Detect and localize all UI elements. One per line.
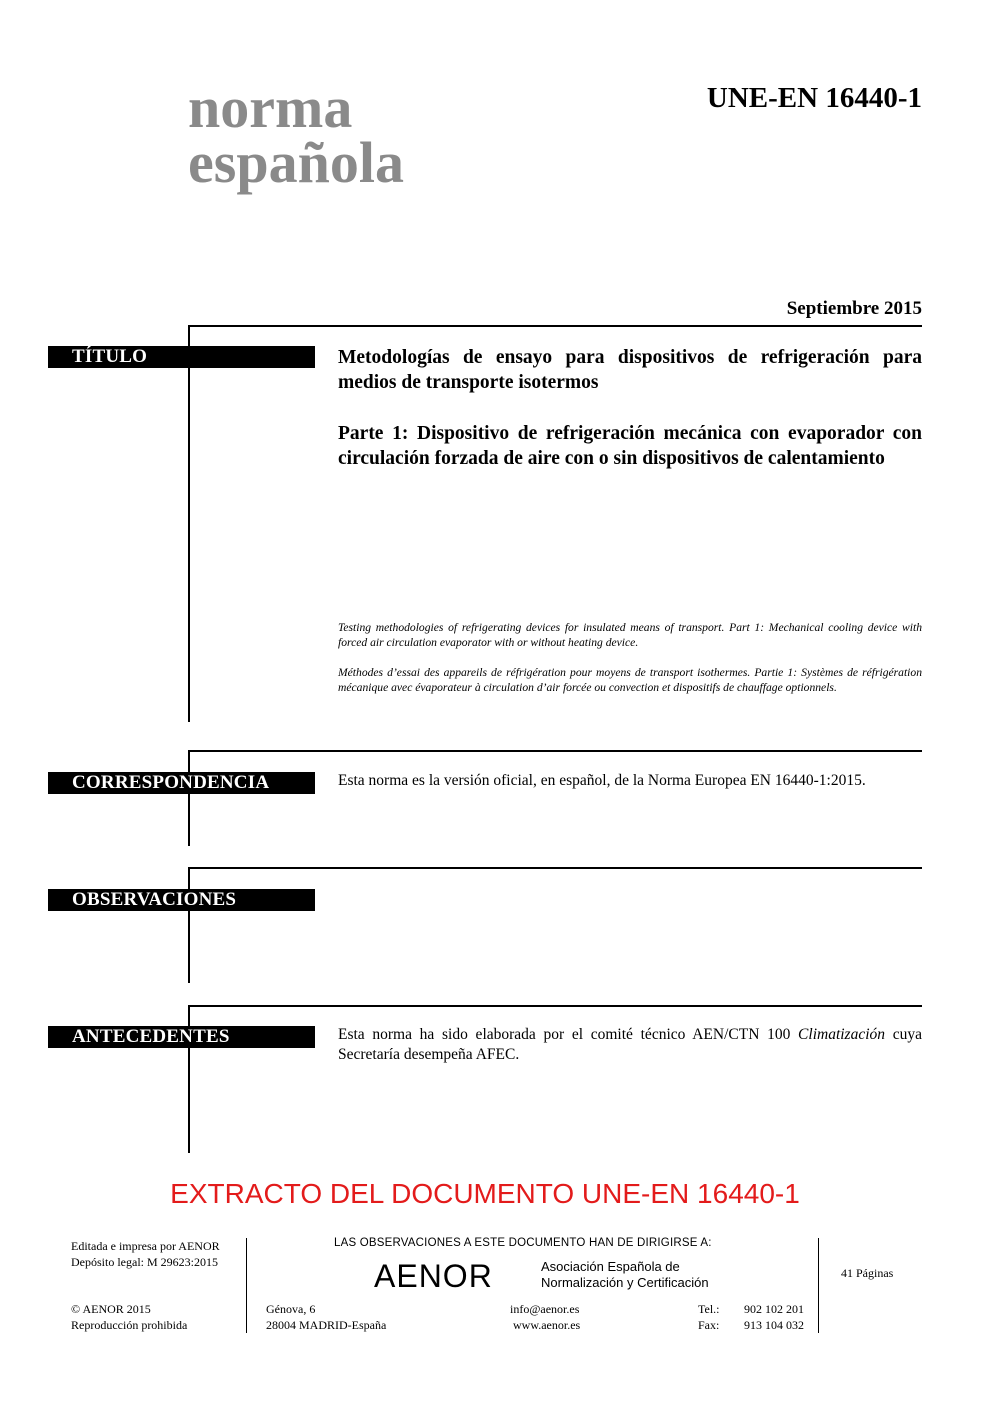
brand-line-1: norma: [188, 75, 353, 140]
standard-code: UNE-EN 16440-1: [706, 82, 922, 114]
footer-tel: 902 102 201: [744, 1302, 804, 1316]
section-vline-observaciones: [188, 867, 190, 983]
footer-tel-row: [698, 1301, 804, 1317]
footer-website[interactable]: www.aenor.es: [513, 1318, 581, 1332]
footer-edited: Editada e impresa por AENOR: [71, 1239, 220, 1253]
antecedentes-committee-name: Climatización: [798, 1026, 886, 1043]
publication-date: Septiembre 2015: [786, 298, 922, 319]
footer-deposit: Depósito legal: M 29623:2015: [71, 1255, 218, 1269]
footer-email[interactable]: info@aenor.es: [510, 1302, 580, 1316]
footer-address: [266, 1301, 386, 1333]
correspondencia-text: Esta norma es la versión oficial, en español, de la Norma Europea EN 16440-1:2015.: [338, 772, 866, 789]
footer-page-count: 41 Páginas: [841, 1266, 894, 1280]
section-vline-correspondencia: [188, 750, 190, 846]
antecedentes-text-start: Esta norma ha sido elaborada por el comité técnico AEN/CTN 100: [338, 1026, 799, 1043]
footer-address-street: Génova, 6: [266, 1302, 316, 1316]
brand-title: [188, 75, 404, 195]
footer-contact-web: [510, 1301, 580, 1333]
section-divider-antecedentes: [188, 1005, 922, 1007]
footer-fax: 913 104 032: [744, 1318, 804, 1332]
title-spanish: Metodologías de ensayo para dispositivos de refrigeración para medios de transporte isotermos: [338, 347, 922, 393]
footer-phone-fax: [698, 1301, 804, 1333]
label-observaciones: OBSERVACIONES: [48, 889, 315, 911]
antecedentes-text-end: cuya Secretaría desempeña AFEC.: [338, 1026, 922, 1063]
aenor-org-line-1: Asociación Española de: [541, 1259, 680, 1274]
footer-tel-label: Tel.:: [698, 1302, 720, 1316]
footer-copyright: © AENOR 2015: [71, 1302, 151, 1316]
label-antecedentes: ANTECEDENTES: [48, 1026, 315, 1048]
footer-address-city: 28004 MADRID-España: [266, 1318, 387, 1332]
footer-fax-row: [698, 1317, 804, 1333]
footer-notice: LAS OBSERVACIONES A ESTE DOCUMENTO HAN DE DIRIGIRSE A:: [334, 1237, 712, 1249]
section-divider-correspondencia: [188, 750, 922, 752]
title-french: Méthodes d’essai des appareils de réfrigération pour moyens de transport isothermes. Partie 1: Systèmes de réfrigération mécanique avec évaporateur à circulation d’air forcée ou convection et dispositifs de chauffage optionnels.: [338, 666, 922, 694]
section-divider-titulo: [188, 325, 922, 327]
footer-rights: [71, 1301, 187, 1333]
aenor-logo: AENOR: [374, 1258, 493, 1294]
aenor-org-line-2: Normalización y Certificación: [541, 1275, 709, 1290]
section-divider-observaciones: [188, 867, 922, 869]
footer-divider-left: [246, 1238, 247, 1333]
footer-publisher: [71, 1238, 220, 1270]
section-vline-titulo: [188, 325, 190, 722]
extract-notice: EXTRACTO DEL DOCUMENTO UNE-EN 16440-1: [170, 1178, 800, 1209]
label-titulo: TÍTULO: [48, 346, 315, 368]
footer-reproduction: Reproducción prohibida: [71, 1318, 188, 1332]
footer-fax-label: Fax:: [698, 1318, 720, 1332]
title-english: Testing methodologies of refrigerating devices for insulated means of transport. Part 1: Mechanical cooling device with forced air circulation evaporator with or without heating device.: [338, 621, 922, 649]
antecedentes-text: [338, 1025, 922, 1065]
label-correspondencia: CORRESPONDENCIA: [48, 772, 315, 794]
footer-divider-right: [818, 1238, 819, 1333]
aenor-organization-name: [541, 1259, 709, 1291]
title-part-spanish: Parte 1: Dispositivo de refrigeración mecánica con evaporador con circulación forzada de aire con o sin dispositivos de calentamiento: [338, 423, 922, 469]
brand-line-2: española: [188, 130, 404, 195]
